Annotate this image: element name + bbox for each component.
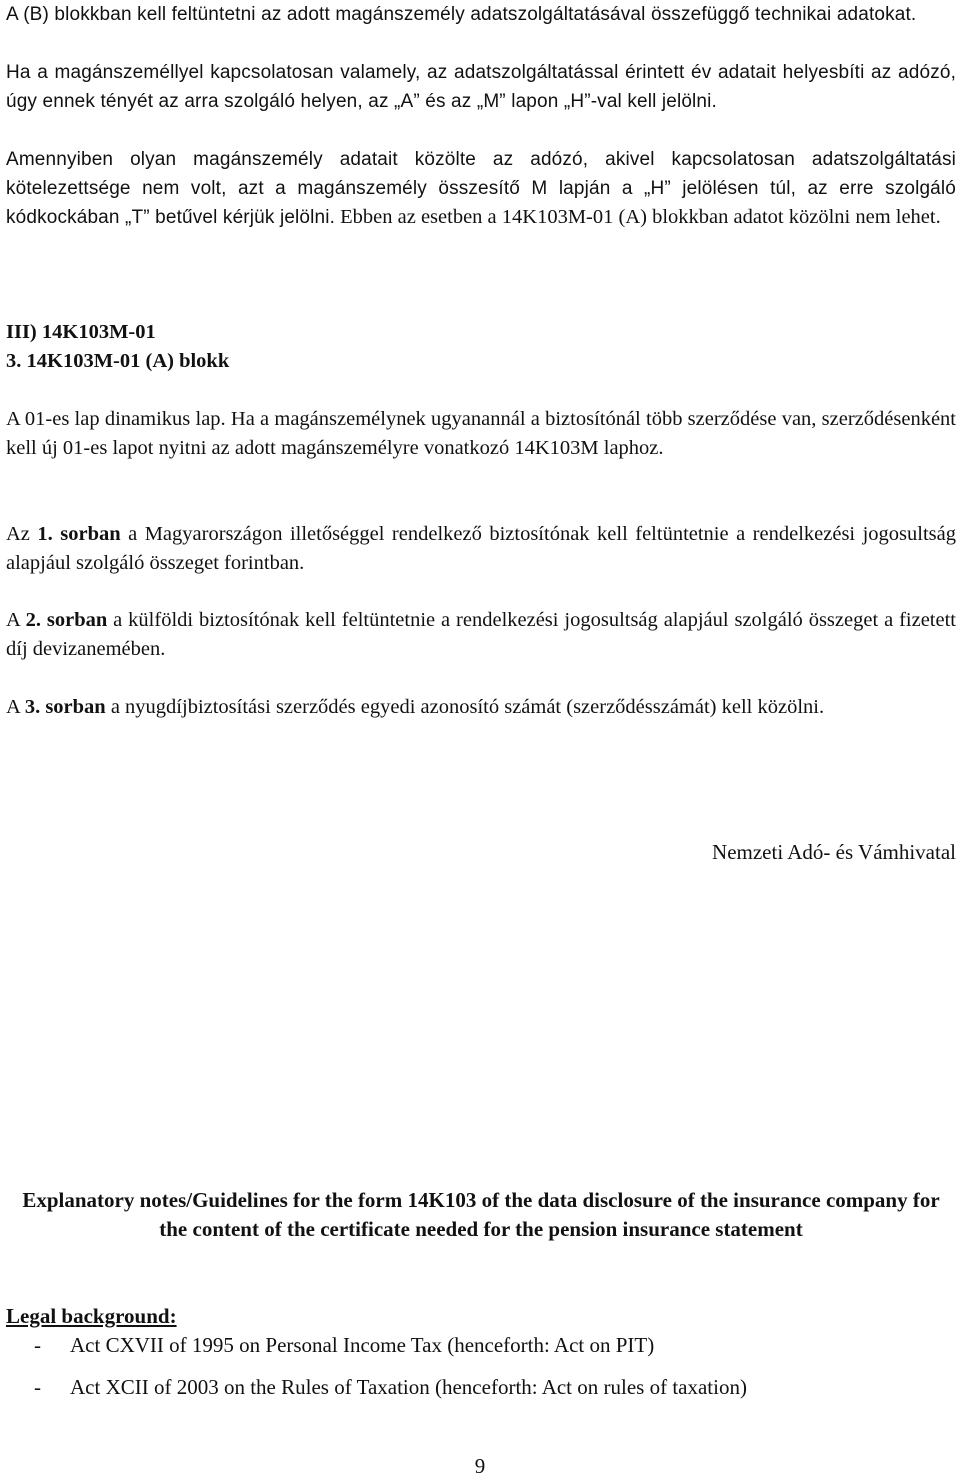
paragraph-correction (6, 58, 956, 116)
row-prefix: A (6, 609, 26, 631)
block-heading: 3. 14K103M-01 (A) blokk (6, 350, 230, 372)
paragraph-row-3 (6, 693, 956, 722)
legal-item-text: Act XCII of 2003 on the Rules of Taxation (henceforth: Act on rules of taxation) (70, 1375, 747, 1399)
row-label: 2. sorban (25, 609, 108, 631)
signature: Nemzeti Adó- és Vámhivatal (712, 840, 956, 864)
paragraph-text: Ha a magánszeméllyel kapcsolatosan valamely, az adatszolgáltatással érintett év adatait helyesbíti az adózó, úgy ennek tényét az arra szolgáló helyen, az „A” és az „M” lapon „H”-val kell jelölni. (6, 62, 956, 112)
paragraph-text-tail: Ebben az esetben a 14K103M-01 (A) blokkban adatot közölni nem lehet. (335, 206, 941, 228)
page-number: 9 (474, 1454, 486, 1478)
english-title: Explanatory notes/Guidelines for the form 14K103 of the data disclosure of the insurance company for the content of the certificate needed for the pension insurance statement (22, 1188, 940, 1241)
row-prefix: A (6, 696, 25, 718)
paragraph-text: A (B) blokkban kell feltüntetni az adott magánszemély adatszolgáltatásával összefüggő technikai adatokat. (6, 4, 917, 25)
paragraph-technical-data (6, 0, 956, 29)
legal-background-heading: Legal background: (6, 1304, 177, 1328)
row-prefix: Az (6, 523, 38, 545)
document-page (6, 0, 956, 1480)
row-text: a nyugdíjbiztosítási szerződés egyedi azonosító számát (szerződésszámát) kell közölni. (105, 696, 825, 718)
row-label: 1. sorban (37, 523, 121, 545)
paragraph-text: Amennyiben olyan magánszemély adatait közölte az adózó, akivel kapcsolatosan adatszolgáltatási kötelezettsége nem volt, azt a magánszemély összesítő M lapján a „H” jelölésen túl, az erre szolgáló kódkockában „T” betűvel kérjük jelölni. (6, 149, 956, 228)
list-bullet: - (34, 1333, 41, 1357)
paragraph-dynamic-sheet (6, 405, 956, 463)
paragraph-row-1 (6, 520, 956, 578)
row-text: a Magyarországon illetőséggel rendelkező biztosítónak kell feltüntetnie a rendelkezési jogosultság alapjául szolgáló összeget forintban. (6, 523, 956, 574)
row-text: a külföldi biztosítónak kell feltüntetnie a rendelkezési jogosultság alapjául szolgáló összeget a fizetett díj devizanemében. (6, 609, 956, 660)
paragraph-text: A 01-es lap dinamikus lap. Ha a magánszemélynek ugyanannál a biztosítónál több szerződése van, szerződésenként kell új 01-es lapot nyitni az adott magánszemélyre vonatkozó 14K103M laphoz. (6, 408, 956, 459)
paragraph-no-obligation (6, 145, 956, 232)
paragraph-row-2 (6, 606, 956, 664)
row-label: 3. sorban (24, 696, 106, 718)
list-bullet: - (34, 1375, 41, 1399)
legal-list-item (6, 1373, 747, 1402)
section-heading: III) 14K103M-01 (6, 321, 156, 343)
legal-list-item (6, 1331, 654, 1360)
legal-item-text: Act CXVII of 1995 on Personal Income Tax (henceforth: Act on PIT) (70, 1333, 655, 1357)
